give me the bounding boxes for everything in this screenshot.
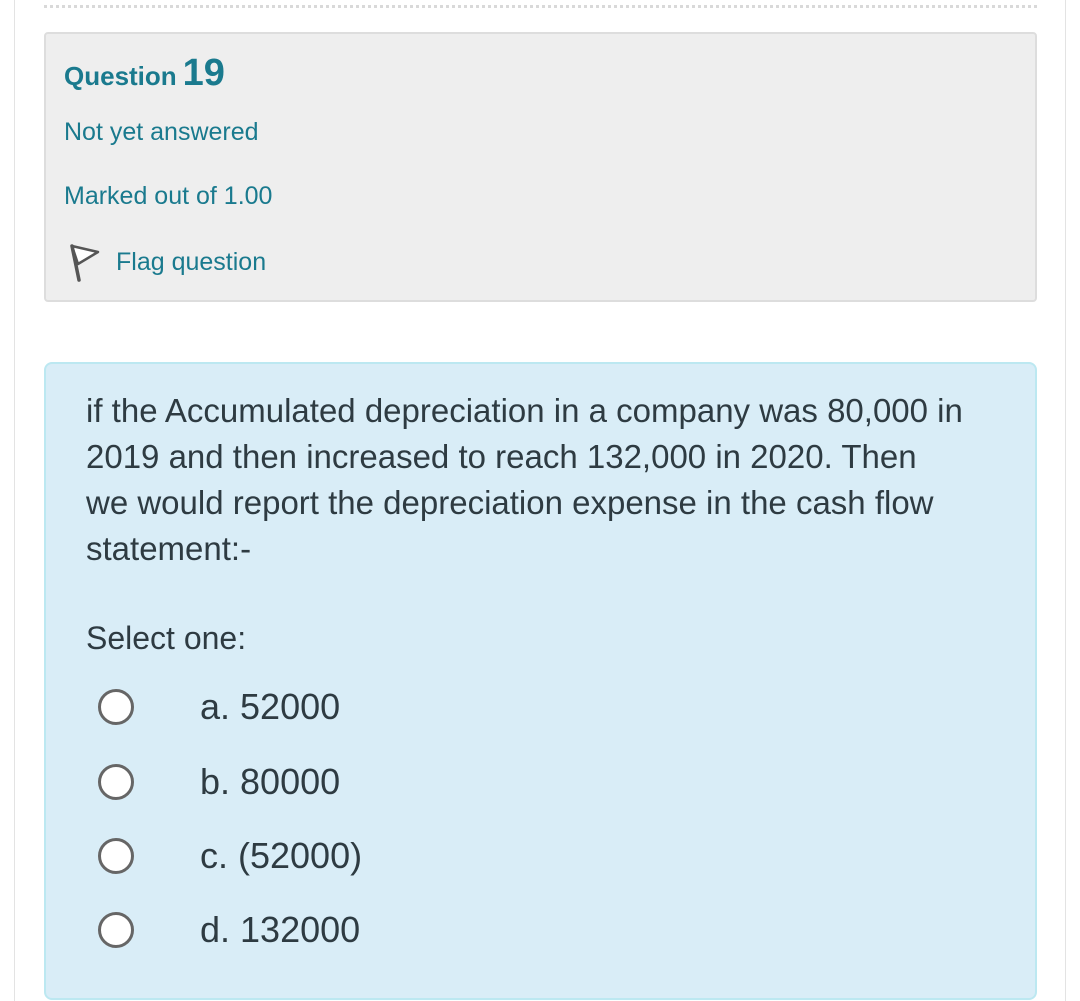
radio-option-d[interactable]: [98, 912, 134, 948]
answer-option-c[interactable]: [98, 831, 898, 881]
answer-option-a[interactable]: [98, 682, 898, 732]
radio-option-b[interactable]: [98, 764, 134, 800]
top-divider: [44, 5, 1037, 8]
question-number: 19: [182, 52, 225, 94]
question-state: Not yet answered: [64, 118, 259, 146]
flag-icon: [66, 242, 102, 282]
radio-option-c[interactable]: [98, 838, 134, 874]
answer-option-a-label: a. 52000: [200, 686, 341, 727]
select-one-prompt: Select one:: [86, 620, 247, 656]
question-title: [64, 52, 225, 95]
question-label: Question: [64, 61, 177, 91]
answer-option-c-label: c. (52000): [200, 835, 363, 876]
radio-option-a[interactable]: [98, 689, 134, 725]
question-content-panel: [44, 362, 1037, 1000]
flag-question-label: Flag question: [116, 247, 267, 276]
answer-option-d-label: d. 132000: [200, 909, 361, 950]
question-info-panel: [44, 32, 1037, 302]
question-text: if the Accumulated depreciation in a company was 80,000 in 2019 and then increased to reach 132,000 in 2020. Then we would report the depreciation expense in the cash flow statement:-: [86, 392, 963, 567]
flag-question-link[interactable]: [66, 242, 266, 282]
question-grade: Marked out of 1.00: [64, 182, 273, 210]
answer-option-d[interactable]: [98, 905, 898, 955]
answer-option-b[interactable]: [98, 757, 898, 807]
answer-option-b-label: b. 80000: [200, 761, 341, 802]
